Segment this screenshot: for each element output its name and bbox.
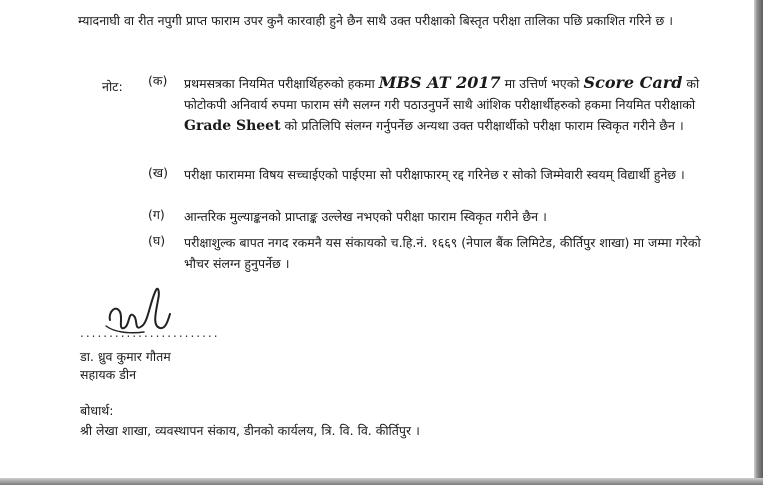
note-letter: (घ) [148,233,166,248]
window-frame-right [754,0,763,485]
note-letter: (ग) [148,207,165,222]
note-label: नोट: [102,79,123,94]
note-letter: (ख) [148,165,168,180]
note-text-part: को प्रतिलिपि संलग्न गर्नुपर्नेछ अन्यथा उक्त परीक्षार्थीको परीक्षा फाराम स्विकृत गरीने छैन । [280,118,684,133]
note-text-part: मा उत्तिर्ण भएको [500,76,584,91]
intro-paragraph: म्यादनाघी वा रीत नपुगी प्राप्त फाराम उपर कुनै कारवाही हुने छैन साथै उक्त परीक्षाको बिस्तृत परीक्षा तालिका पछि प्रकाशित गरिने छ । [78,13,673,28]
note-text: आन्तरिक मुल्याङ्कनको प्राप्ताङ्क उल्लेख नभएको परीक्षा फाराम स्विकृत गरीने छैन । [184,209,547,224]
note-text-part: प्रथमसत्रका नियमित परीक्षार्थिहरुको हकमा [184,76,379,91]
note-text: परीक्षाशुल्क बापत नगद रकमनै यस संकायको च.हि.नं. १६६९ (नेपाल बैंक लिमिटेड, कीर्तिपुर शाखा) मा जम्मा गरेको भौचर संलग्न हुनुपर्नेछ । [184,235,701,271]
note-letter: (क) [148,73,168,88]
score-card-term: Score Card [583,73,683,92]
cc-recipient: श्री लेखा शाखा, व्यवस्थापन संकाय, डीनको कार्यलय, त्रि. वि. वि. कीर्तिपुर । [80,423,420,438]
grade-sheet-term: Grade Sheet [184,118,281,134]
note-text [184,72,704,137]
note-text: परीक्षा फाराममा विषय सच्चाईएको पाईएमा सो परीक्षाफारम् रद्द गरिनेछ र सोको जिम्मेवारी स्वयम् विद्यार्थी हुनेछ । [184,167,685,182]
signatory-name: डा. ध्रुव कुमार गौतम [80,349,171,364]
window-frame-bottom [0,478,763,485]
note-text-part: को फोटोकपी अनिवार्य रुपमा फाराम संगै सलग्न गरी पठाउनुपर्ने साथै आंशिक परीक्षार्थीहरुको हकमा नियमित परीक्षाको [184,76,700,112]
exam-name: MBS AT 2017 [378,73,501,92]
signature-line: ........................ [80,326,220,340]
signatory-title: सहायक डीन [80,367,137,382]
cc-label: बोधार्थ: [80,403,114,418]
